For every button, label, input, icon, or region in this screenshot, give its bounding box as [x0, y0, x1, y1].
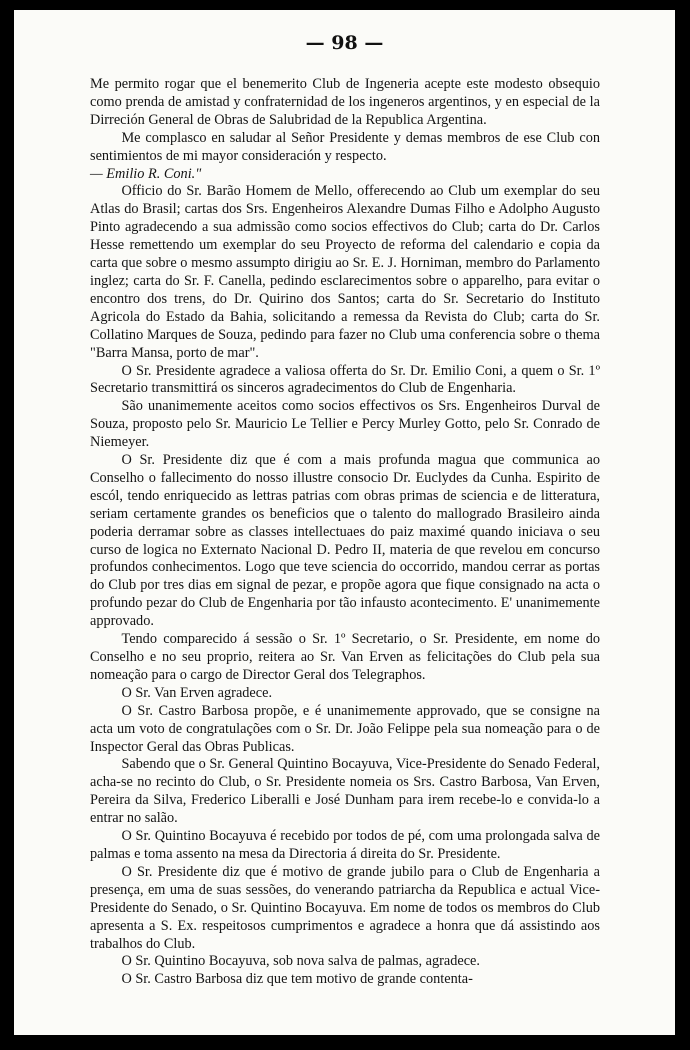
document-page [14, 10, 675, 1035]
paragraph: O Sr. Castro Barbosa propõe, e é unanimemente approvado, que se consigne na acta um voto de congratulações com o Sr. Dr. João Felippe pela sua nomeação para o de Inspector Geral das Obras Publicas. [90, 702, 600, 755]
paragraph: O Sr. Quintino Bocayuva, sob nova salva de palmas, agradece. [121, 953, 480, 970]
body-text [90, 76, 600, 989]
paragraph: Me permito rogar que el benemerito Club de Ingeneria acepte este modesto obsequio como prenda de amistad y confraternidad de los ingeneros argentinos, y en especial de la Dirreción General de Obras de Salubridad de la Republica Argentina. [90, 76, 600, 128]
signature-line: — Emilio R. Coni." [90, 165, 202, 182]
paragraph: O Sr. Van Erven agradece. [121, 684, 273, 701]
paragraph: O Sr. Castro Barbosa diz que tem motivo de grande contenta- [121, 971, 473, 988]
paragraph: Me complasco en saludar al Señor Presidente y demas membros de ese Club con sentimientos de mi mayor consideración y respecto. [90, 129, 600, 164]
page-number: — 98 — [305, 32, 384, 54]
paragraph: São unanimemente aceitos como socios effectivos os Srs. Engenheiros Durval de Souza, proposto pelo Sr. Mauricio Le Tellier e Percy Murley Gotto, pelo Sr. Conrado de Niemeyer. [90, 398, 600, 451]
paragraph: O Sr. Quintino Bocayuva é recebido por todos de pé, com uma prolongada salva de palmas e toma assento na mesa da Directoria á direita do Sr. Presidente. [90, 828, 600, 862]
paragraph: Tendo comparecido á sessão o Sr. 1º Secretario, o Sr. Presidente, em nome do Conselho e no seu proprio, reitera ao Sr. Van Erven as felicitações do Club pela sua nomeação para o cargo de Director Geral dos Telegraphos. [90, 631, 600, 683]
paragraph: Officio do Sr. Barão Homem de Mello, offerecendo ao Club um exemplar do seu Atlas do Brasil; cartas dos Srs. Engenheiros Alexandre Dumas Filho e Adolpho Augusto Pinto agradecendo a sua admissão como socios effectivos do Club; carta do Dr. Carlos Hesse remettendo um exemplar do seu Proyecto de reforma del calendario e copia da carta que sobre o mesmo assumpto dirigiu ao Sr. E. J. Horniman, membro do Parlamento inglez; carta do Sr. F. Canella, pedindo esclarecimentos sobre o apparelho, para evitar o encontro dos trens, do Dr. Quirino dos Santos; carta do Sr. Secretario do Instituto Agricola do Estado da Bahia, solicitando a remessa da Revista do Club; carta do Sr. Collatino Marques de Souza, pedindo para fazer no Club uma conferencia sobre o thema "Barra Mansa, porto de mar". [90, 183, 600, 361]
paragraph: O Sr. Presidente agradece a valiosa offerta do Sr. Dr. Emilio Coni, a quem o Sr. 1º Secretario transmittirá os sinceros agradecimentos do Club de Engenharia. [90, 362, 600, 397]
paragraph: Sabendo que o Sr. General Quintino Bocayuva, Vice-Presidente do Senado Federal, acha-se no recinto do Club, o Sr. Presidente nomeia os Srs. Castro Barbosa, Van Erven, Pereira da Silva, Frederico Liberalli e José Dunham para irem recebe-lo e convida-lo a entrar no salão. [90, 756, 600, 827]
paragraph: O Sr. Presidente diz que é motivo de grande jubilo para o Club de Engenharia a presença, em uma de suas sessões, do venerando patriarcha da Republica e actual Vice-Presidente do Senado, o Sr. Quintino Bocayuva. Em nome de todos os membros do Club apresenta a S. Ex. respeitosos cumprimentos e agradece a honra que dá assistindo aos trabalhos do Club. [90, 863, 600, 952]
paragraph: O Sr. Presidente diz que é com a mais profunda magua que communica ao Conselho o fallecimento do nosso illustre consocio Dr. Euclydes da Cunha. Espirito de escól, tendo enriquecido as lettras patrias com obras primas de sciencia e de litteratura, seriam certamente grandes os beneficios que o talento do mallogrado Brasileiro ainda poderia derramar sobre as classes intellectuaes do paiz maximé quando iniciava o seu curso de logica no Externato Nacional D. Pedro II, materia de que revelou em concurso profundos conhecimentos. Logo que teve sciencia do occorrido, mandou cerrar as portas do Club por tres dias em signal de pezar, e propõe agora que fique consignado na acta o profundo pezar do Club de Engenharia por tão infausto acontecimento. E' unanimemente approvado. [90, 452, 600, 630]
